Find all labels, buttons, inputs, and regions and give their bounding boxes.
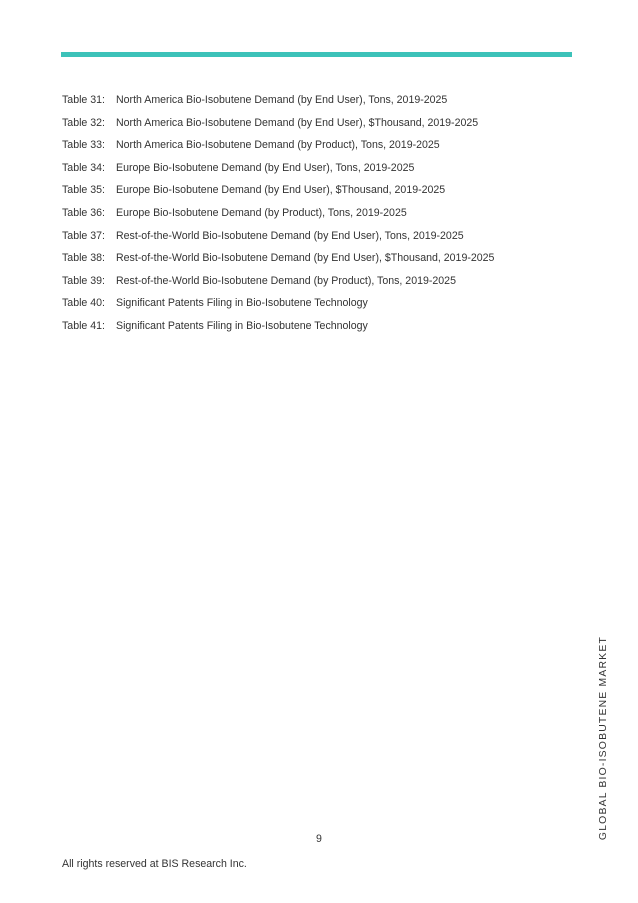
toc-entry[interactable] bbox=[62, 207, 562, 230]
toc-entry[interactable] bbox=[62, 275, 562, 298]
toc-entry-number: Table 41: bbox=[62, 319, 105, 332]
toc-entry-title: North America Bio-Isobutene Demand (by Product), Tons, 2019-2025 bbox=[116, 139, 440, 152]
toc-entry[interactable] bbox=[62, 230, 562, 253]
toc-entry-number: Table 34: bbox=[62, 161, 105, 174]
toc-entry-title: Significant Patents Filing in Bio-Isobutene Technology bbox=[116, 297, 368, 310]
running-title-text: GLOBAL BIO-ISOBUTENE MARKET bbox=[597, 635, 609, 840]
toc-entry-title: Significant Patents Filing in Bio-Isobutene Technology bbox=[116, 319, 368, 332]
toc-entry-number: Table 36: bbox=[62, 206, 105, 219]
toc-entry-title: Rest-of-the-World Bio-Isobutene Demand (by End User), $Thousand, 2019-2025 bbox=[116, 252, 495, 265]
toc-entry-number: Table 37: bbox=[62, 229, 105, 242]
running-title bbox=[593, 610, 613, 840]
list-of-tables bbox=[62, 94, 562, 343]
toc-entry-title: North America Bio-Isobutene Demand (by End User), Tons, 2019-2025 bbox=[116, 94, 448, 106]
toc-entry-title: Rest-of-the-World Bio-Isobutene Demand (by End User), Tons, 2019-2025 bbox=[116, 229, 464, 242]
toc-entry[interactable] bbox=[62, 252, 562, 275]
toc-entry-number: Table 33: bbox=[62, 139, 105, 152]
toc-entry-number: Table 31: bbox=[62, 94, 105, 106]
toc-entry[interactable] bbox=[62, 184, 562, 207]
toc-entry[interactable] bbox=[62, 162, 562, 185]
toc-entry[interactable] bbox=[62, 94, 562, 117]
toc-entry-number: Table 40: bbox=[62, 297, 105, 310]
page-number: 9 bbox=[316, 833, 322, 845]
toc-entry-title: Europe Bio-Isobutene Demand (by Product), Tons, 2019-2025 bbox=[116, 206, 407, 219]
toc-entry-title: Europe Bio-Isobutene Demand (by End User), $Thousand, 2019-2025 bbox=[116, 184, 446, 197]
toc-entry-title: North America Bio-Isobutene Demand (by End User), $Thousand, 2019-2025 bbox=[116, 116, 479, 129]
toc-entry[interactable] bbox=[62, 297, 562, 320]
toc-entry-number: Table 39: bbox=[62, 274, 105, 287]
toc-entry-number: Table 32: bbox=[62, 116, 105, 129]
toc-entry[interactable] bbox=[62, 139, 562, 162]
toc-entry-number: Table 38: bbox=[62, 252, 105, 265]
toc-entry[interactable] bbox=[62, 117, 562, 140]
toc-entry-number: Table 35: bbox=[62, 184, 105, 197]
toc-entry-title: Rest-of-the-World Bio-Isobutene Demand (by Product), Tons, 2019-2025 bbox=[116, 274, 456, 287]
toc-entry-title: Europe Bio-Isobutene Demand (by End User), Tons, 2019-2025 bbox=[116, 161, 415, 174]
copyright-footer: All rights reserved at BIS Research Inc. bbox=[62, 858, 247, 870]
header-accent-rule bbox=[61, 52, 572, 57]
toc-entry[interactable] bbox=[62, 320, 562, 343]
